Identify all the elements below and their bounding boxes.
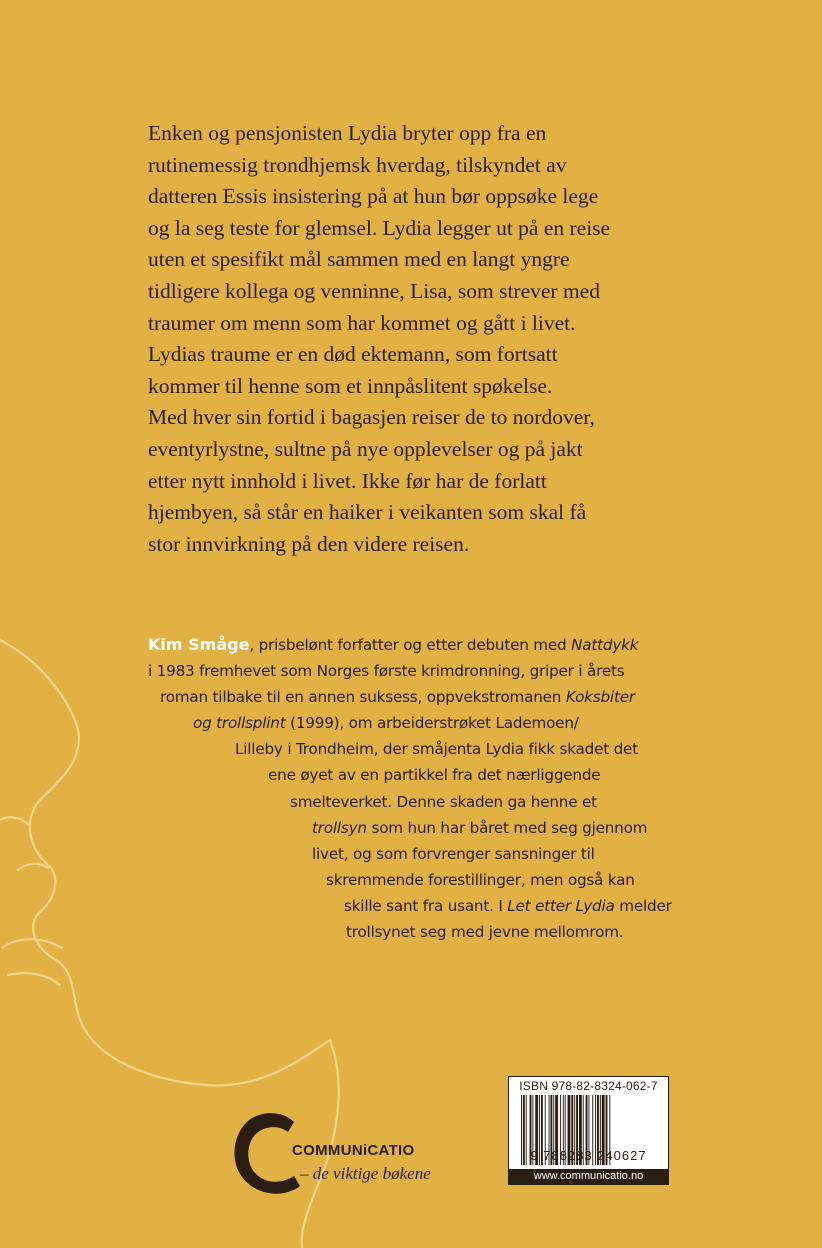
blurb-line: Enken og pensjonisten Lydia bryter opp fra en [148,121,547,145]
blurb-line: datteren Essis insistering på at hun bør oppsøke lege [148,184,599,209]
bio-text: , prisbelønt forfatter og etter debuten med [249,636,572,654]
bio-line: livet, og som forvrenger sansninger til [312,845,595,863]
publisher-website: www.communicatio.no [509,1169,668,1184]
book-term: trollsyn [312,819,367,837]
author-name: Kim Småge [148,635,250,654]
blurb-line: Med hver sin fortid i bagasjen reiser de to nordover, [148,405,595,430]
blurb-line: stor innvirkning på den videre reisen. [148,531,470,556]
bio-line: i 1983 fremhevet som Norges første krimdronning, griper i årets [148,662,625,680]
blurb-line: kommer til henne som et innpåslitent spøkelse. [148,373,553,398]
bio-text: melder [614,897,672,915]
book-title: Koksbiter [565,688,635,706]
bio-line [148,632,638,658]
book-title: Let etter Lydia [507,897,615,915]
bio-line [193,710,579,736]
bio-line: ene øyet av en partikkel fra det nærliggende [268,766,601,784]
bio-line: smelteverket. Denne skaden ga henne et [290,793,597,811]
blurb-line: Lydias traume er en død ektemann, som fortsatt [148,342,558,367]
blurb-line: rutinemessig trondhjemsk hverdag, tilskyndet av [148,152,567,177]
bio-text: roman tilbake til en annen suksess, oppvekstromanen [160,688,566,706]
book-title: og trollsplint [193,714,286,732]
blurb-line: traumer om menn som har kommet og gått i livet. [148,310,576,335]
blurb-line: og la seg teste for glemsel. Lydia legger ut på en reise [148,215,611,240]
publisher-name: COMMUNiCATIO [292,1142,415,1159]
bio-line [160,684,635,710]
bio-line: trollsynet seg med jevne mellomrom. [346,923,624,941]
bio-text: skille sant fra usant. I [344,897,508,915]
blurb-line: hjembyen, så står en haiker i veikanten som skal få [148,500,587,525]
barcode-digits: 9 788283 240627 [530,1148,647,1163]
book-title: Nattdykk [571,636,639,654]
isbn-barcode [508,1076,669,1185]
back-cover-blurb [148,118,708,560]
bio-line: skremmende forestillinger, men også kan [326,871,635,889]
publisher-tagline: – de viktige bøkene [300,1164,431,1183]
bio-text: som hun har båret med seg gjennom [366,819,648,837]
bio-line: Lilleby i Trondheim, der småjenta Lydia fikk skadet det [235,740,638,758]
blurb-line: tidligere kollega og venninne, Lisa, som strever med [148,278,600,303]
blurb-line: eventyrlystne, sultne på nye opplevelser og på jakt [148,436,583,461]
publisher-logo [232,1108,432,1198]
isbn-label: ISBN 978-82-8324-062-7 [519,1079,658,1093]
blurb-line: etter nytt innhold i livet. Ikke før har de forlatt [148,468,547,493]
bio-text: (1999), om arbeiderstrøket Lademoen/ [285,714,579,732]
bio-line [312,815,647,841]
blurb-line: uten et spesifikt mål sammen med en langt yngre [148,247,570,272]
bio-line [344,893,672,919]
